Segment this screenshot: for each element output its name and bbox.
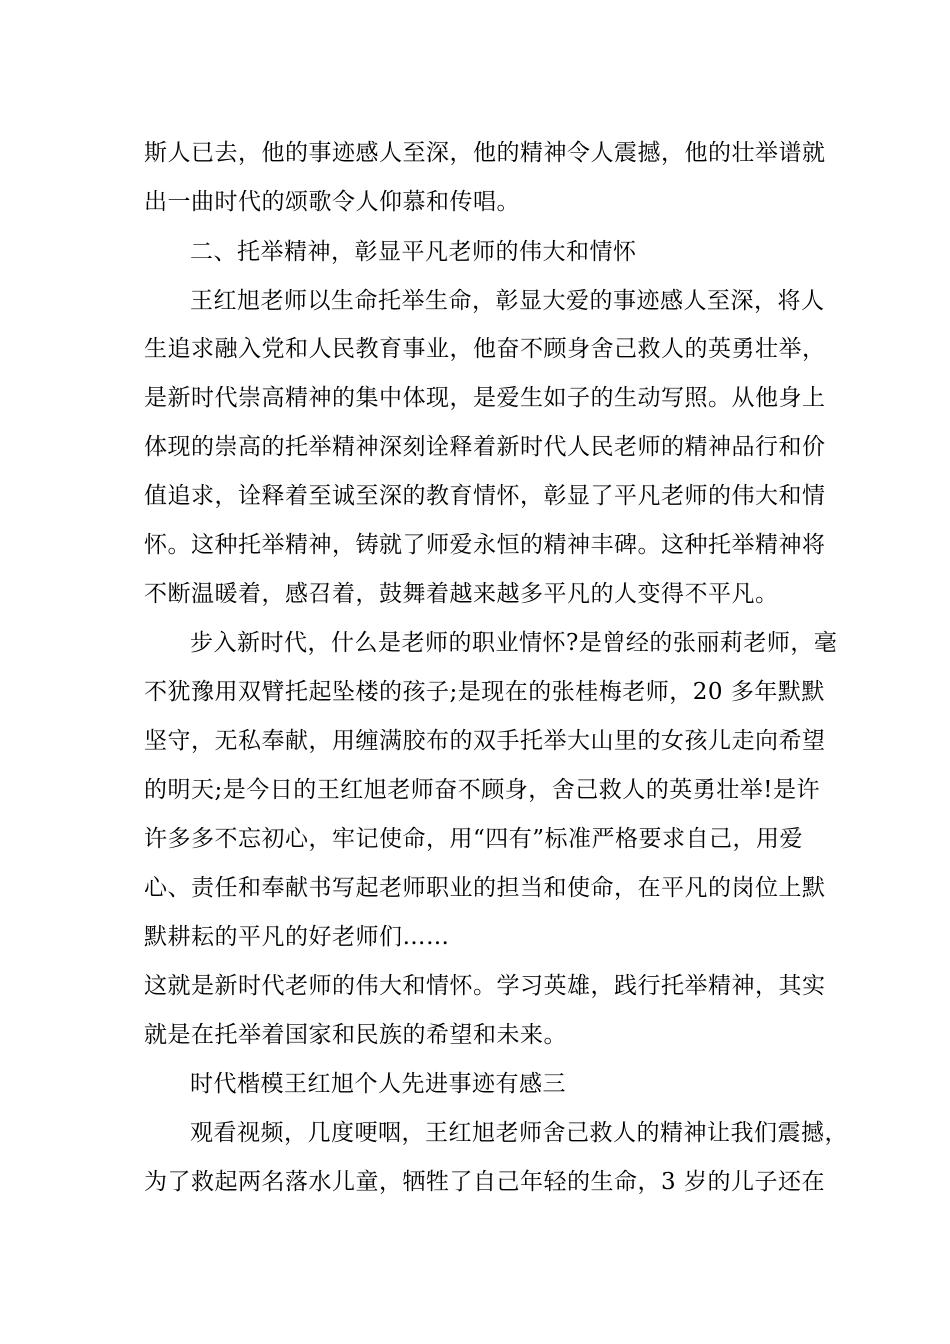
text-line: 心、责任和奉献书写起老师职业的担当和使命，在平凡的岗位上默 [144,875,826,901]
text-line: 出一曲时代的颂歌令人仰慕和传唱。 [144,189,520,215]
text-line: 坚守，无私奉献，用缠满胶布的双手托举大山里的女孩儿走向希望 [144,728,826,754]
text-line: 步入新时代，什么是老师的职业情怀?是曾经的张丽莉老师，毫 [190,630,838,656]
text-line: 王红旭老师以生命托举生命，彰显大爱的事迹感人至深，将人 [190,288,825,314]
text-line: 就是在托举着国家和民族的希望和未来。 [144,1022,567,1048]
text-line: 斯人已去，他的事迹感人至深，他的精神令人震撼，他的壮举谱就 [144,140,826,166]
text-line: 不犹豫用双臂托起坠楼的孩子;是现在的张桂梅老师，20 多年默默 [144,679,825,705]
text-line: 观看视频，几度哽咽，王红旭老师舍己救人的精神让我们震撼， [190,1120,848,1146]
text-line: 值追求，诠释着至诚至深的教育情怀，彰显了平凡老师的伟大和情 [144,483,826,509]
text-line: 生追求融入党和人民教育事业，他奋不顾身舍己救人的英勇壮举， [144,336,826,362]
text-line: 不断温暖着，感召着，鼓舞着越来越多平凡的人变得不平凡。 [144,581,779,607]
text-line: 的明天;是今日的王红旭老师奋不顾身，舍己救人的英勇壮举!是许 [144,777,820,803]
section-heading: 时代楷模王红旭个人先进事迹有感三 [190,1071,566,1097]
text-line: 许多多不忘初心，牢记使命，用“四有”标准严格要求自己，用爱 [144,826,804,852]
text-line: 怀。这种托举精神，铸就了师爱永恒的精神丰碑。这种托举精神将 [144,532,826,558]
text-line: 为了救起两名落水儿童，牺牲了自己年轻的生命，3 岁的儿子还在 [144,1169,825,1195]
text-line: 默耕耘的平凡的好老师们…… [144,924,450,950]
section-heading: 二、托举精神，彰显平凡老师的伟大和情怀 [190,239,637,265]
text-line: 这就是新时代老师的伟大和情怀。学习英雄，践行托举精神，其实 [144,973,826,999]
text-line: 是新时代崇高精神的集中体现，是爱生如子的生动写照。从他身上 [144,385,826,411]
text-line: 体现的崇高的托举精神深刻诠释着新时代人民老师的精神品行和价 [144,434,826,460]
